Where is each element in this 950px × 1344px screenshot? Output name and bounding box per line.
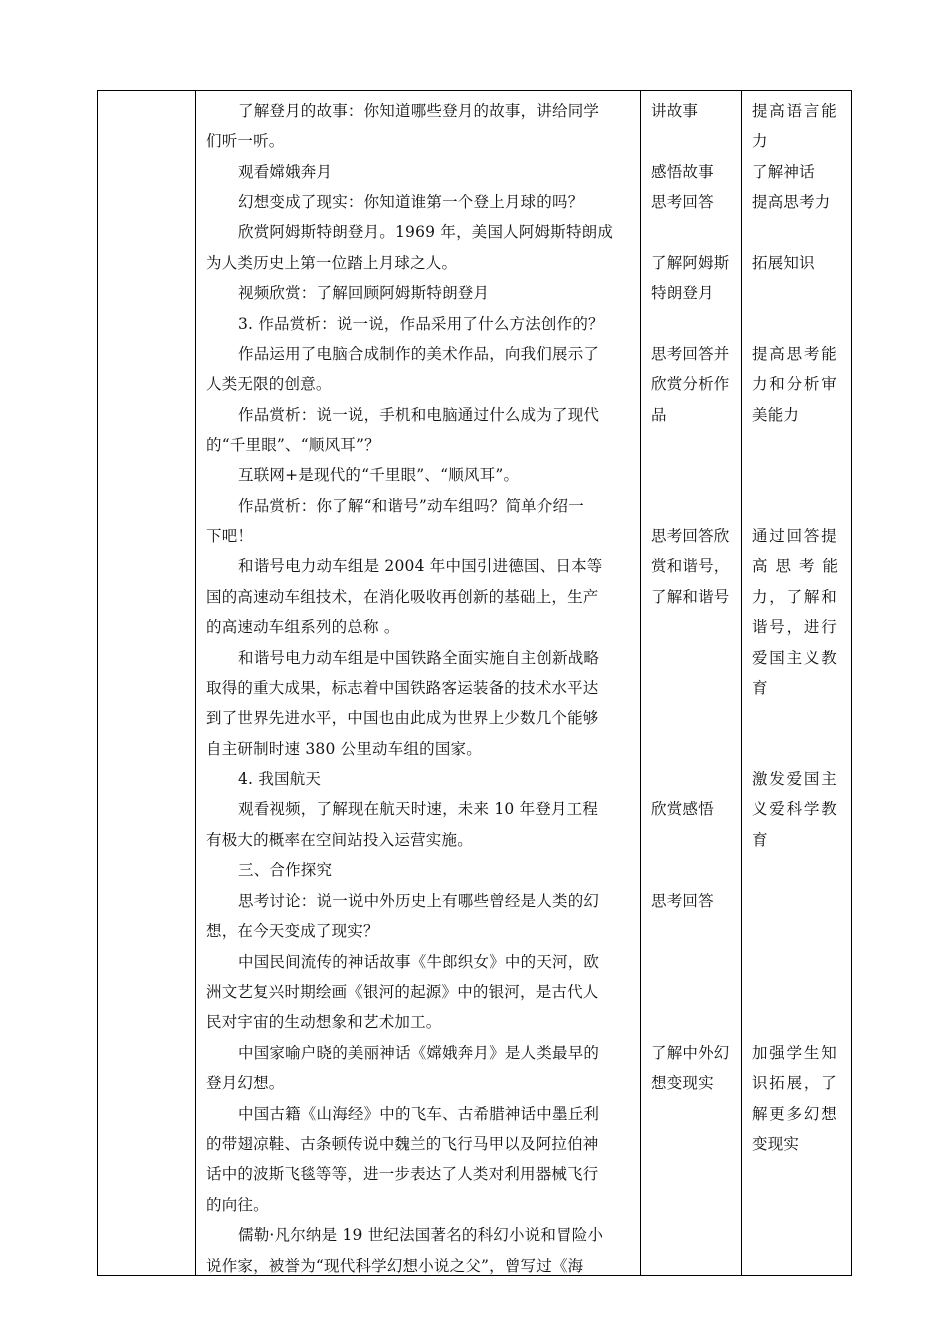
paragraph-line: 到了世界先进水平，中国也由此成为世界上少数几个能够 [206,709,599,727]
paragraph-line: 国的高速动车组技术，在消化吸收再创新的基础上，生产 [206,588,599,606]
paragraph-line: 洲文艺复兴时期绘画《银河的起源》中的银河，是古代人 [206,983,599,1001]
paragraph-line: 幻想变成了现实：你知道谁第一个登上月球的吗？ [238,193,584,211]
design-purpose-line: 力，了解和 [752,588,839,606]
lesson-table [97,90,852,1276]
paragraph-line: 儒勒·凡尔纳是 19 世纪法国著名的科幻小说和冒险小 [238,1226,604,1244]
design-purpose-line: 拓展知识 [752,254,815,272]
design-purpose-line: 育 [752,831,768,849]
student-activity-line: 欣赏分析作 [651,375,730,393]
paragraph-line: 视频欣赏：了解回顾阿姆斯特朗登月 [238,284,490,302]
paragraph-line: 和谐号电力动车组是 2004 年中国引进德国、日本等 [238,557,603,575]
paragraph-line: 人类无限的创意。 [206,375,332,393]
paragraph-line: 中国古籍《山海经》中的飞车、古希腊神话中墨丘利 [238,1105,600,1123]
paragraph-line: 三、合作探究 [238,861,333,879]
design-purpose-line: 高思考能 [752,557,847,575]
student-activity-line: 了解中外幻 [651,1044,730,1062]
design-purpose-line: 提高语言能 [752,102,839,120]
design-purpose-line: 提高思考能 [752,345,839,363]
column-divider [640,91,641,1275]
student-activity-line: 讲故事 [651,102,699,120]
paragraph-line: 观看视频，了解现在航天时速，未来 10 年登月工程 [238,800,599,818]
design-purpose-line: 美能力 [752,406,800,424]
design-purpose-line: 谐号，进行 [752,618,839,636]
paragraph-line: 取得的重大成果，标志着中国铁路客运装备的技术水平达 [206,679,599,697]
paragraph-line: 登月幻想。 [206,1074,285,1092]
paragraph-line: 想，在今天变成了现实？ [206,922,379,940]
design-purpose-line: 了解神话 [752,163,815,181]
design-purpose-line: 变现实 [752,1135,800,1153]
paragraph-line: 有极大的概率在空间站投入运营实施。 [206,831,473,849]
design-purpose-line: 力 [752,132,768,150]
student-activity-line: 想变现实 [651,1074,714,1092]
design-purpose-line: 通过回答提 [752,527,839,545]
paragraph-line: 下吧！ [206,527,254,545]
paragraph-line: 思考讨论：说一说中外历史上有哪些曾经是人类的幻 [238,892,600,910]
paragraph-line: 作品运用了电脑合成制作的美术作品，向我们展示了 [238,345,600,363]
paragraph-line: 中国民间流传的神话故事《牛郎织女》中的天河，欧 [238,953,600,971]
student-activity-line: 了解和谐号 [651,588,730,606]
student-activity-line: 思考回答并 [651,345,730,363]
design-purpose-line: 提高思考力 [752,193,831,211]
design-purpose-line: 激发爱国主 [752,770,839,788]
design-purpose-line: 育 [752,679,768,697]
paragraph-line: 了解登月的故事：你知道哪些登月的故事，讲给同学 [238,102,600,120]
design-purpose-line: 力和分析审 [752,375,839,393]
paragraph-line: 的带翅凉鞋、古条顿传说中魏兰的飞行马甲以及阿拉伯神 [206,1135,599,1153]
design-purpose-line: 义爱科学教 [752,800,839,818]
student-activity-line: 感悟故事 [651,163,714,181]
paragraph-line: 为人类历史上第一位踏上月球之人。 [206,254,458,272]
paragraph-line: 的高速动车组系列的总称 。 [206,618,400,636]
paragraph-line: 观看嫦娥奔月 [238,163,333,181]
paragraph-line: 自主研制时速 380 公里动车组的国家。 [206,740,482,758]
paragraph-line: 的向往。 [206,1196,269,1214]
paragraph-line: 欣赏阿姆斯特朗登月。1969 年，美国人阿姆斯特朗成 [238,223,614,241]
column-divider [195,91,196,1275]
student-activity-line: 特朗登月 [651,284,714,302]
design-purpose-line: 解更多幻想 [752,1105,839,1123]
paragraph-line: 们听一听。 [206,132,285,150]
column-divider [741,91,742,1275]
student-activity-line: 思考回答欣 [651,527,730,545]
design-purpose-line: 加强学生知 [752,1044,839,1062]
paragraph-line: 作品赏析：说一说，手机和电脑通过什么成为了现代 [238,406,600,424]
student-activity-line: 思考回答 [651,193,714,211]
student-activity-line: 欣赏感悟 [651,800,714,818]
paragraph-line: 和谐号电力动车组是中国铁路全面实施自主创新战略 [238,649,600,667]
paragraph-line: 中国家喻户晓的美丽神话《嫦娥奔月》是人类最早的 [238,1044,600,1062]
paragraph-line: 互联网+是现代的“千里眼”、“顺风耳”。 [238,466,520,484]
student-activity-line: 赏和谐号， [651,557,730,575]
paragraph-line: 的“千里眼”、“顺风耳”？ [206,436,380,454]
paragraph-line: 民对宇宙的生动想象和艺术加工。 [206,1013,442,1031]
student-activity-line: 思考回答 [651,892,714,910]
student-activity-line: 品 [651,406,667,424]
student-activity-line: 了解阿姆斯 [651,254,730,272]
paragraph-line: 4. 我国航天 [238,770,322,788]
paragraph-line: 作品赏析：你了解“和谐号”动车组吗？简单介绍一 [238,497,584,515]
design-purpose-line: 爱国主义教 [752,649,839,667]
design-purpose-line: 识拓展，了 [752,1074,839,1092]
paragraph-line: 说作家，被誉为“现代科学幻想小说之父”，曾写过《海 [206,1257,584,1275]
paragraph-line: 话中的波斯飞毯等等，进一步表达了人类对利用器械飞行 [206,1165,599,1183]
paragraph-line: 3. 作品赏析：说一说，作品采用了什么方法创作的？ [238,315,604,333]
